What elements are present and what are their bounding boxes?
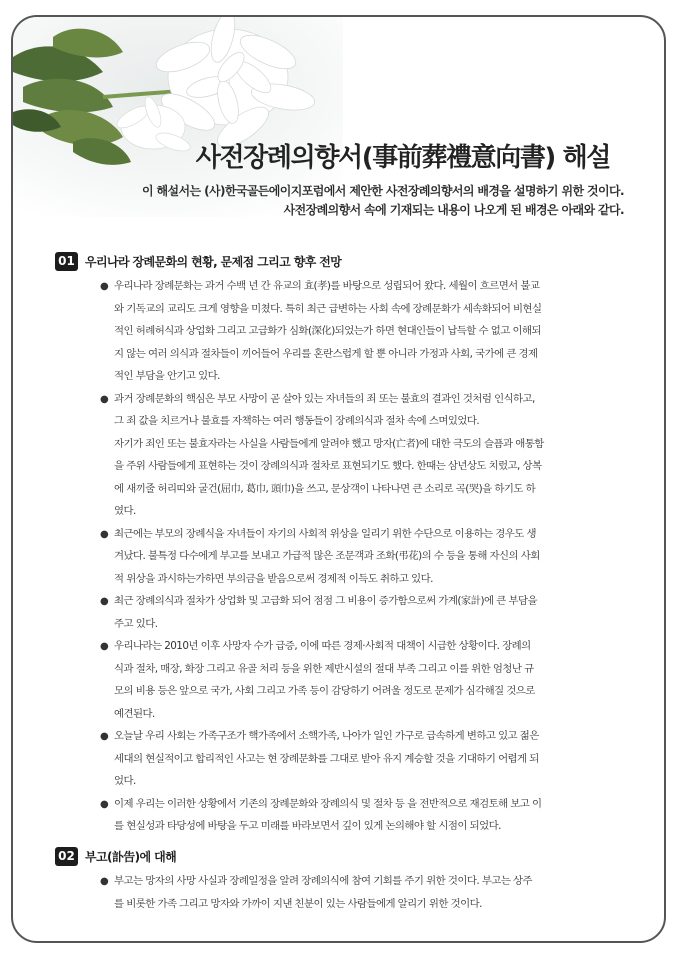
bullet-icon: ● <box>100 596 109 607</box>
text-line <box>100 478 630 501</box>
text-line <box>100 433 630 456</box>
line-text: 최근에는 부모의 장례식을 자녀들이 자기의 사회적 위상을 일리기 위한 수단으로 이용하는 경우도 생 <box>114 527 537 540</box>
line-text: 적인 허례허식과 상업화 그리고 고급화가 심화(深化)되었는가 하면 현대인들이 납득할 수 없고 이해되 <box>114 325 541 337</box>
line-text: 최근 장례의식과 절차가 상업화 및 고급화 되어 점점 그 비용이 증가함으로써 가계(家計)에 큰 부담을 <box>114 595 537 607</box>
bullet-icon: ● <box>100 798 109 810</box>
line-text: 에 새끼줄 허리띠와 굴건(屈巾, 葛巾, 頭巾)을 쓰고, 문상객이 나타나면 큰 소리로 곡(哭)을 하기도 하 <box>114 482 536 495</box>
bullet-line <box>100 793 630 816</box>
bullet-line <box>100 523 630 546</box>
line-text: 우리나라는 2010년 이후 사망자 수가 급증, 이에 따른 경제·사회적 대책이 시급한 상황이다. 장례의 <box>114 640 531 652</box>
section-01-header <box>55 251 341 271</box>
section-title: 부고(訃告)에 대해 <box>85 849 177 864</box>
text-line <box>100 320 630 343</box>
section-01-body <box>100 275 630 838</box>
bullet-line <box>100 275 630 298</box>
bullet-line <box>100 725 630 748</box>
text-line <box>100 893 630 916</box>
line-text: 를 비롯한 가족 그리고 망자와 가까이 지낸 친분이 있는 사람들에게 알리기 위한 것이다. <box>114 897 482 910</box>
bullet-icon: ● <box>100 281 109 292</box>
line-text: 자기가 죄인 또는 불효자라는 사실을 사람들에게 알려야 했고 망자(亡者)에 대한 극도의 슬픔과 애통함 <box>114 437 544 450</box>
section-02-body <box>100 870 630 915</box>
text-line <box>100 815 630 838</box>
text-line <box>100 455 630 478</box>
text-line <box>100 343 630 366</box>
bullet-icon: ● <box>100 731 109 742</box>
line-text: 와 기독교의 교리도 크게 영향을 미쳤다. 특히 최근 급변하는 사회 속에 장례문화가 세속화되어 비현실 <box>114 302 542 315</box>
line-text: 었다. <box>114 775 136 787</box>
bullet-icon: ● <box>100 393 109 405</box>
section-02-header <box>55 846 176 866</box>
section-number-badge: 01 <box>55 252 78 271</box>
bullet-line <box>100 388 630 411</box>
text-line <box>100 658 630 681</box>
line-text: 주고 있다. <box>114 617 158 630</box>
line-text: 부고는 망자의 사망 사실과 장례일정을 알려 장례의식에 참여 기회를 주기 위한 것이다. 부고는 상주 <box>114 875 533 887</box>
line-text: 을 주위 사람들에게 표현하는 것이 장례의식과 절차로 표현되기도 했다. 한때는 삼년상도 치렀고, 상복 <box>114 460 542 472</box>
line-text: 예견된다. <box>114 707 155 720</box>
text-line <box>100 410 630 433</box>
bullet-line <box>100 870 630 893</box>
bullet-icon: ● <box>100 641 109 652</box>
intro-line: 이 해설서는 (사)한국골든에이지포럼에서 제안한 사전장례의향서의 배경을 설명하기 위한 것이다. <box>141 184 624 198</box>
line-text: 적 위상을 과시하는가하면 부의금을 받음으로써 경제적 이득도 취하고 있다. <box>114 572 433 585</box>
line-text: 였다. <box>114 505 136 517</box>
bullet-line <box>100 635 630 658</box>
intro-line: 사전장례의향서 속에 기재되는 내용이 나오게 된 배경은 아래와 같다. <box>283 203 624 217</box>
text-line <box>100 365 630 388</box>
line-text: 오늘날 우리 사회는 가족구조가 핵가족에서 소핵가족, 나아가 일인 가구로 급속하게 변하고 있고 젊은 <box>114 730 539 742</box>
bullet-icon: ● <box>100 528 109 540</box>
text-line <box>100 680 630 703</box>
bullet-line <box>100 590 630 613</box>
line-text: 그 죄 값을 치르거나 불효를 자책하는 여러 행동들이 장례의식과 절차 속에 스며있었다. <box>114 415 480 427</box>
line-text: 적인 부담을 안기고 있다. <box>114 370 220 382</box>
line-text: 식과 절차, 매장, 화장 그리고 유골 처리 등을 위한 제반시설의 절대 부족 그리고 이를 위한 엄청난 규 <box>114 662 534 675</box>
text-line <box>100 613 630 636</box>
line-text: 이제 우리는 이러한 상황에서 기존의 장례문화와 장례의식 및 절차 등 을 전반적으로 재검토해 보고 이 <box>114 797 542 810</box>
text-line <box>100 568 630 591</box>
text-line <box>100 500 630 523</box>
line-text: 모의 비용 등은 앞으로 국가, 사회 그리고 가족 등이 감당하기 어려울 정도로 문제가 심각해질 것으로 <box>114 685 535 697</box>
text-line <box>100 703 630 726</box>
intro-text <box>13 182 624 220</box>
text-line <box>100 770 630 793</box>
text-line <box>100 748 630 771</box>
line-text: 지 않는 여러 의식과 절차들이 끼어들어 우리를 혼란스럽게 할 뿐 아니라 가정과 사회, 국가에 큰 경제 <box>114 347 538 360</box>
text-line <box>100 298 630 321</box>
line-text: 겨났다. 불특정 다수에게 부고를 보내고 가급적 많은 조문객과 조화(弔花)의 수 등을 통해 자신의 사회 <box>114 550 540 562</box>
document-frame <box>11 15 666 943</box>
document-title: 사전장례의향서(事前葬禮意向書) 해설 <box>195 143 610 173</box>
line-text: 세대의 현실적이고 합리적인 사고는 현 장례문화를 그대로 받아 유지 계승할 것을 기대하기 어렵게 되 <box>114 752 539 765</box>
line-text: 우리나라 장례문화는 과거 수백 년 간 유교의 효(孝)를 바탕으로 성립되어 왔다. 세월이 흐르면서 불교 <box>114 280 540 292</box>
section-title: 우리나라 장례문화의 현황, 문제점 그리고 향후 전망 <box>85 254 342 269</box>
section-number-badge: 02 <box>55 847 78 866</box>
text-line <box>100 545 630 568</box>
bullet-icon: ● <box>100 876 109 887</box>
line-text: 를 현실성과 타당성에 바탕을 두고 미래를 바라보면서 깊이 있게 논의해야 할 시점이 되었다. <box>114 820 501 832</box>
line-text: 과거 장례문화의 핵심은 부모 사망이 곧 살아 있는 자녀들의 죄 또는 불효의 결과인 것처럼 인식하고, <box>114 392 535 405</box>
